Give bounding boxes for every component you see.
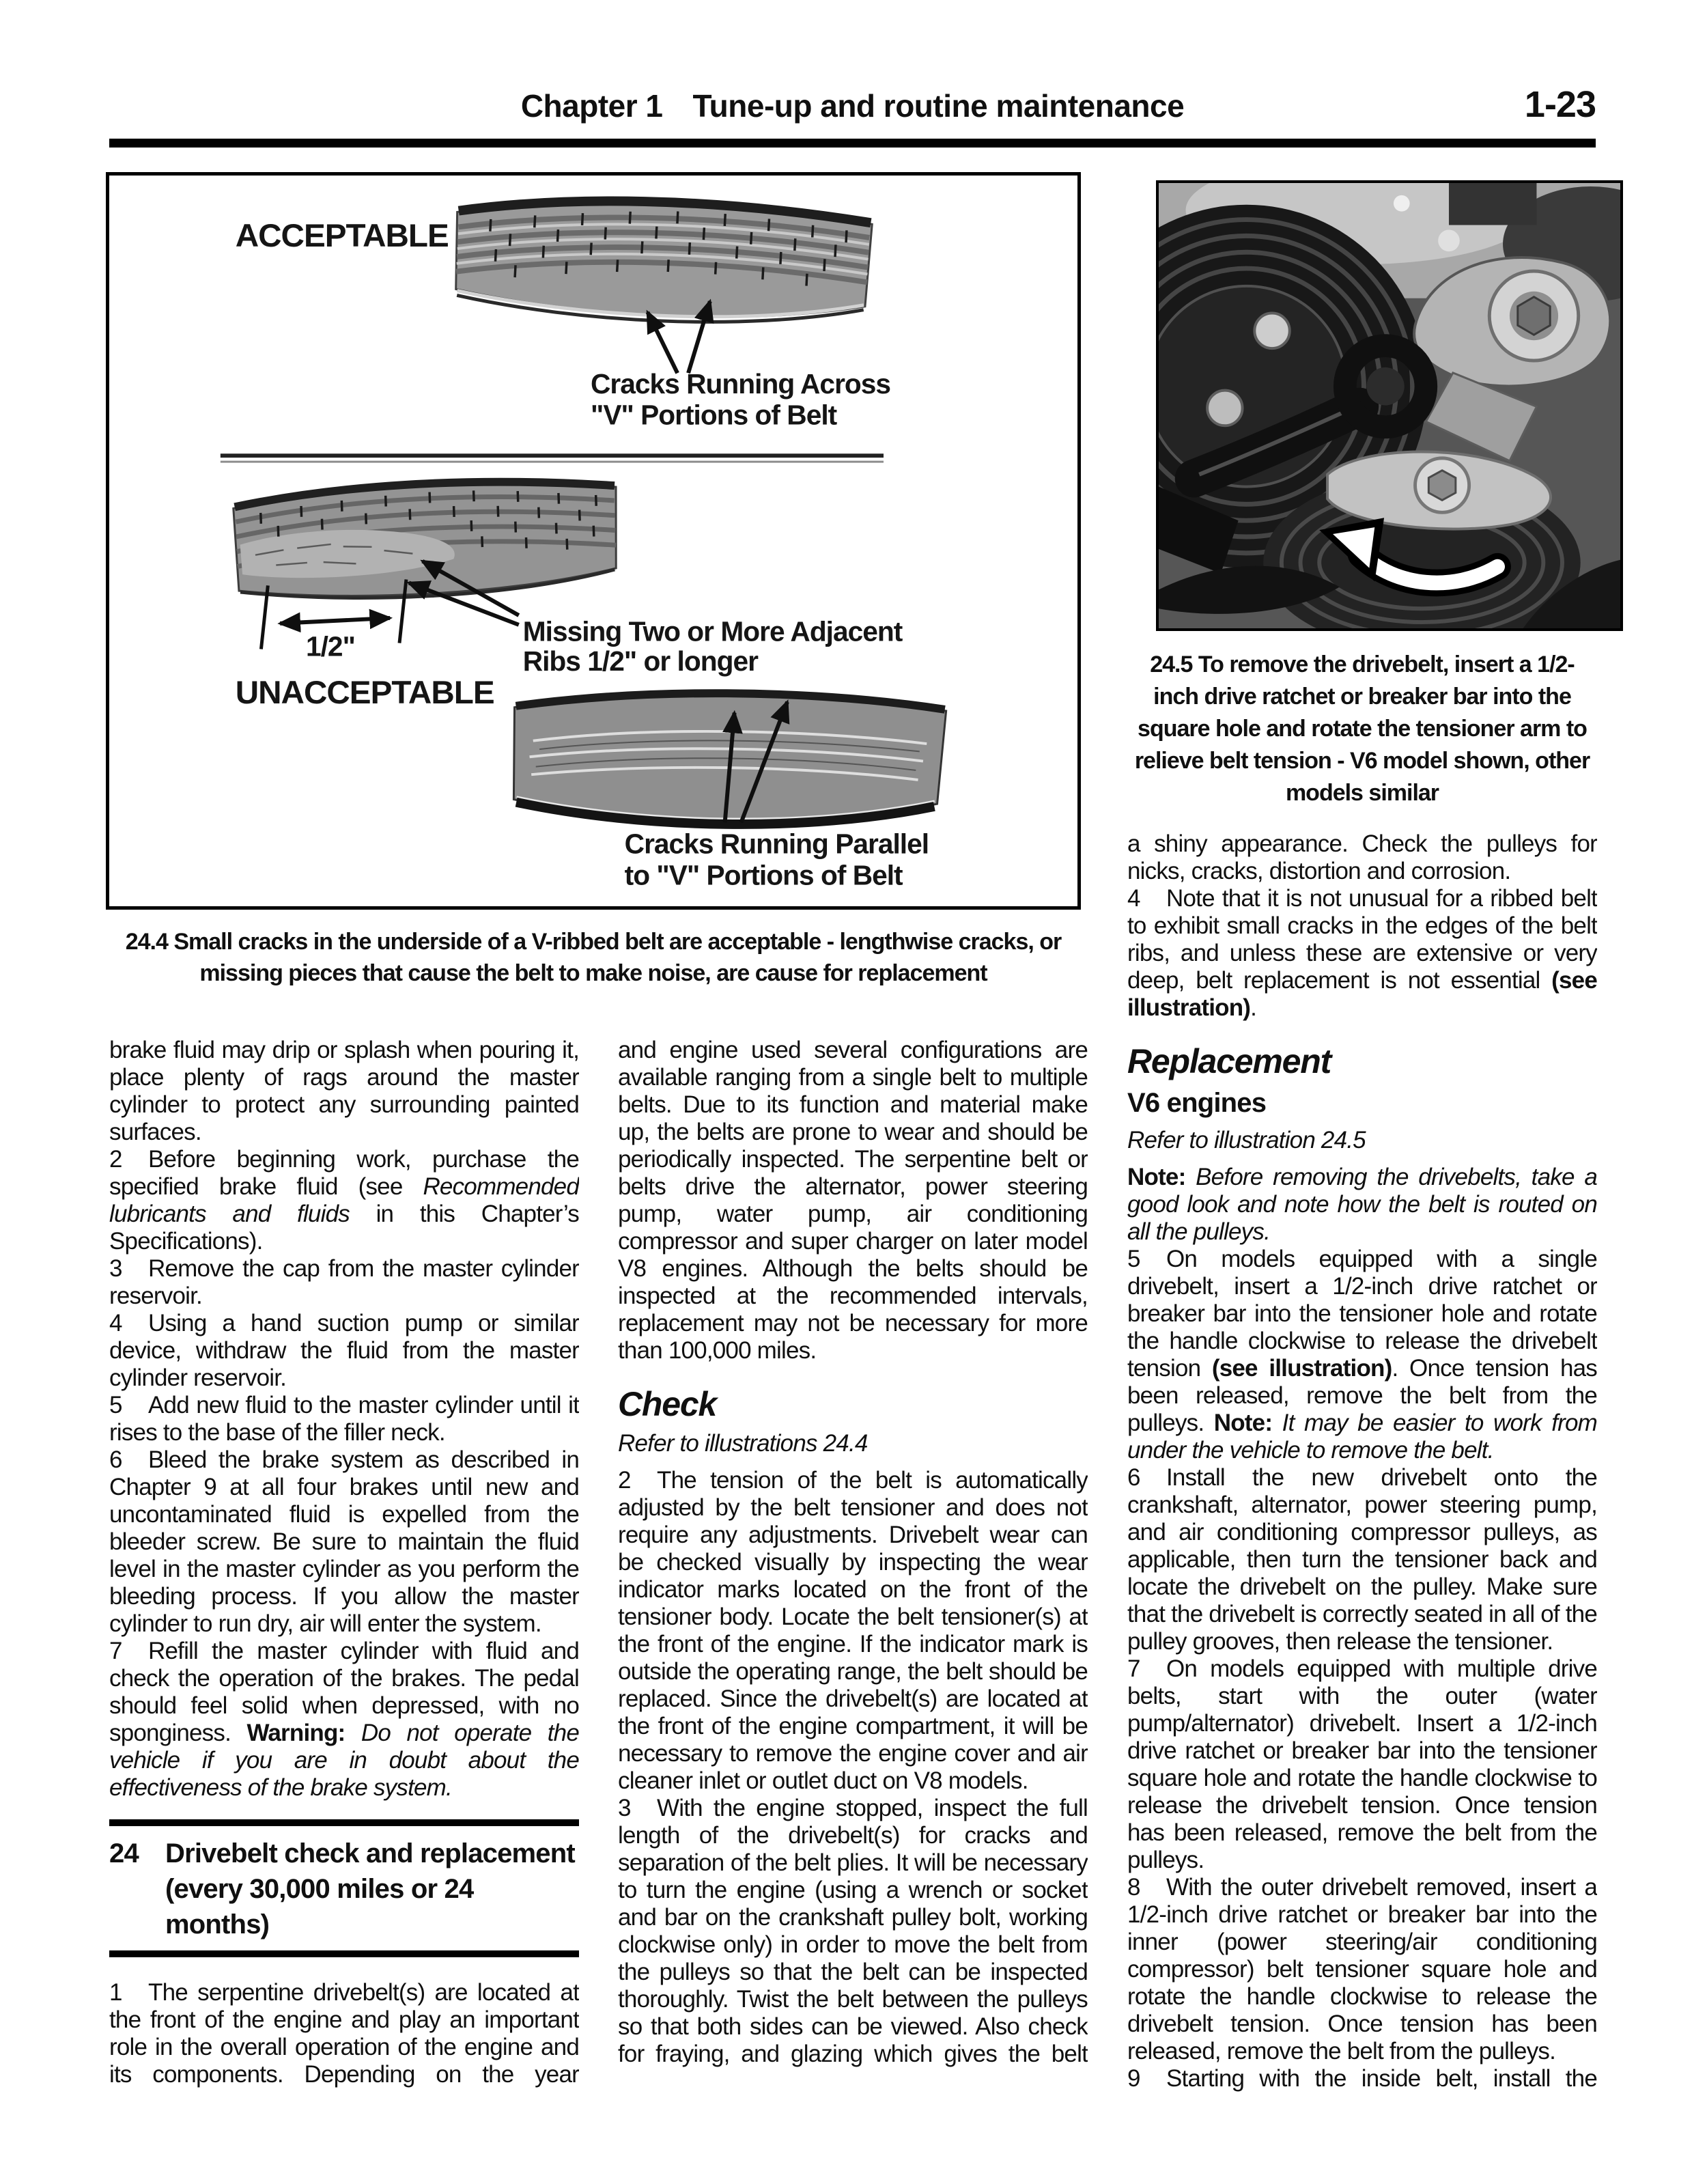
across-label-line2: "V" Portions of Belt bbox=[591, 399, 837, 431]
paragraph: 8 With the outer drivebelt removed, insert a 1/2-inch drive ratchet or breaker bar into the inner (power steering/air conditioning compressor) belt tensioner square hole and rotate the handle clockwise to release the drivebelt tension. Once tension has been released, remove the belt from the pulleys. bbox=[1127, 1874, 1597, 2064]
section-title: 24 Drivebelt check and replacement (every 30,000 miles or 24 months) bbox=[109, 1826, 579, 1950]
page-header bbox=[109, 87, 1596, 124]
missing-ribs-label-line1: Missing Two or More Adjacent bbox=[522, 615, 903, 647]
paragraph: 3 Remove the cap from the master cylinder reservoir. bbox=[109, 1255, 579, 1309]
paragraph: and engine used several configurations are available ranging from a single belt to multiple belts. Due to its function and material make up, the belts are prone to wear and should be periodically inspected. The serpentine belt or belts drive the alternator, power steering pump, water pump, air conditioning compressor and super charger on later model V8 engines. Although the belts should be inspected at the recommended intervals, replacement may not be necessary for more than 100,000 miles. bbox=[618, 1037, 1088, 1364]
step-number: 8 bbox=[1127, 1874, 1140, 1901]
paragraph: 2 Before beginning work, purchase the specified brake fluid (see Recommended lubricants and fluids in this Chapter’s Specifications). bbox=[109, 1146, 579, 1255]
paragraph: 3 With the engine stopped, inspect the full length of the drivebelt(s) for cracks and separation of the belt plies. It will be necessary to turn the engine (using a wrench or socket and bar on the crankshaft pulley bolt, working clockwise only) in order to move the belt from the pulleys so that the belt can be inspected thoroughly. Twist the belt between the pulleys so that both sides can be viewed. Also check for fraying, and glazing which gives the belt bbox=[618, 1795, 1088, 2067]
step-number: 4 bbox=[1127, 885, 1140, 912]
paragraph: 4 Note that it is not unusual for a ribbed belt to exhibit small cracks in the edges of the belt ribs, and unless these are extensive or very deep, belt replacement is not essential (see illustration). bbox=[1127, 885, 1597, 1021]
subsection-heading: Check bbox=[618, 1385, 717, 1423]
figure-24-4 bbox=[106, 172, 1081, 910]
refer-to-illustration: Refer to illustration 24.5 bbox=[1127, 1127, 1366, 1153]
step-number: 9 bbox=[1127, 2065, 1140, 2092]
step-number: 7 bbox=[1127, 1655, 1140, 1682]
header-rule bbox=[109, 139, 1596, 148]
photo-24-5-caption: 24.5 To remove the drivebelt, insert a 1/2-inch drive ratchet or breaker bar into the square hole and rotate the tensioner arm to relieve belt tension - V6 model shown, other models similar bbox=[1134, 652, 1590, 806]
section-rule-bottom bbox=[109, 1950, 579, 1957]
subsection-heading: Replacement bbox=[1127, 1042, 1331, 1080]
page-number: 1-23 bbox=[1524, 84, 1596, 125]
step-number: 6 bbox=[109, 1446, 122, 1473]
section-number: 24 bbox=[109, 1838, 139, 1868]
paragraph: brake fluid may drip or splash when pouring it, place plenty of rags around the master cylinder to protect any surrounding painted surfaces. bbox=[109, 1037, 579, 1145]
photo-24-5 bbox=[1156, 180, 1623, 631]
step-number: 7 bbox=[109, 1638, 122, 1664]
belt-condition-illustration bbox=[109, 176, 1077, 906]
chapter-title: Tune-up and routine maintenance bbox=[692, 88, 1185, 124]
step-number: 2 bbox=[109, 1146, 122, 1173]
column-middle bbox=[618, 1037, 1088, 2184]
step-number: 4 bbox=[109, 1310, 122, 1336]
step-number: 6 bbox=[1127, 1464, 1140, 1491]
parallel-label-line2: to "V" Portions of Belt bbox=[624, 859, 903, 891]
section-rule-top bbox=[109, 1819, 579, 1826]
refer-to-illustration: Refer to illustrations 24.4 bbox=[618, 1430, 868, 1457]
step-number: 1 bbox=[109, 1979, 122, 2006]
half-inch-label: 1/2" bbox=[305, 630, 355, 662]
paragraph: 1 The serpentine drivebelt(s) are located at the front of the engine and play an important role in the overall operation of the engine and its components. Depending on the year bbox=[109, 1979, 579, 2088]
step-number: 3 bbox=[109, 1255, 122, 1282]
paragraph: Note: Before removing the drivebelts, take a good look and note how the belt is routed on all the pulleys. bbox=[1127, 1164, 1597, 1245]
step-number: 5 bbox=[109, 1392, 122, 1418]
parallel-label-line1: Cracks Running Parallel bbox=[624, 828, 929, 860]
subsection-heading: V6 engines bbox=[1127, 1088, 1267, 1118]
paragraph: 6 Bleed the brake system as described in Chapter 9 at all four brakes until new and uncontaminated fluid is expelled from the bleeder screw. Be sure to maintain the fluid level in the master cylinder as you perform the bleeding process. If you allow the master cylinder to run dry, air will enter the system. bbox=[109, 1446, 579, 1637]
acceptable-label: ACCEPTABLE bbox=[235, 218, 449, 255]
figure-24-4-caption: 24.4 Small cracks in the underside of a V-ribbed belt are acceptable - lengthwise cracks, or missing pieces that cause the belt to make noise, are cause for replacement bbox=[125, 929, 1062, 986]
paragraph: 2 The tension of the belt is automatically adjusted by the belt tensioner and does not require any adjustments. Drivebelt wear can be checked visually by inspecting the wear indicator marks located on the front of the tensioner body. Locate the belt tensioner(s) at the front of the engine. If the indicator mark is outside the operating range, the belt should be replaced. Since the drivebelt(s) are located at the front of the engine compartment, it will be necessary to remove the engine cover and air cleaner inlet or outlet duct on V8 models. bbox=[618, 1467, 1088, 1794]
step-number: 3 bbox=[618, 1795, 631, 1821]
column-left bbox=[109, 1037, 579, 2184]
missing-ribs-label-line2: Ribs 1/2" or longer bbox=[522, 645, 758, 677]
paragraph: 4 Using a hand suction pump or similar device, withdraw the fluid from the master cylinder reservoir. bbox=[109, 1310, 579, 1391]
cracked-belt-image bbox=[233, 477, 619, 603]
acceptable-belt-image bbox=[452, 191, 873, 332]
paragraph: 7 On models equipped with multiple drive belts, start with the outer (water pump/alternator) drivebelt. Insert a 1/2-inch drive ratchet or breaker bar into the tensioner square hole and rotate the handle clockwise to release the drivebelt tension. Once tension has been released, remove the belt from the pulleys. bbox=[1127, 1655, 1597, 1873]
paragraph: 5 On models equipped with a single drivebelt, insert a 1/2-inch drive ratchet or breaker bar into the tensioner hole and rotate the handle clockwise to release the drivebelt tension (see illustration). Once tension has been released, remove the belt from the pulleys. Note: It may be easier to work from under the vehicle to remove the belt. bbox=[1127, 1246, 1597, 1464]
paragraph: 9 Starting with the inside belt, install the bbox=[1127, 2065, 1597, 2092]
column-right bbox=[1127, 830, 1597, 2184]
step-number: 2 bbox=[618, 1467, 631, 1494]
paragraph: 5 Add new fluid to the master cylinder until it rises to the base of the filler neck. bbox=[109, 1392, 579, 1446]
tensioner-photo-illustration bbox=[1159, 183, 1620, 628]
across-label-line1: Cracks Running Across bbox=[591, 368, 891, 400]
step-number: 5 bbox=[1127, 1246, 1140, 1272]
section-heading-24 bbox=[109, 1819, 579, 1957]
chapter-label: Chapter 1 bbox=[520, 88, 663, 124]
paragraph: 7 Refill the master cylinder with fluid and check the operation of the brakes. The pedal should feel solid when depressed, with no sponginess. Warning: Do not operate the vehicle if you are in doubt about the effectiveness of the brake system. bbox=[109, 1638, 579, 1801]
unacceptable-label: UNACCEPTABLE bbox=[235, 674, 494, 711]
paragraph: 6 Install the new drivebelt onto the crankshaft, alternator, power steering pump, and air conditioning compressor pulleys, as applicable, then turn the tensioner back and locate the drivebelt on the pulley. Make sure that the drivebelt is correctly seated in all of the pulley grooves, then release the tensioner. bbox=[1127, 1464, 1597, 1655]
paragraph: a shiny appearance. Check the pulleys for nicks, cracks, distortion and corrosion. bbox=[1127, 830, 1597, 884]
